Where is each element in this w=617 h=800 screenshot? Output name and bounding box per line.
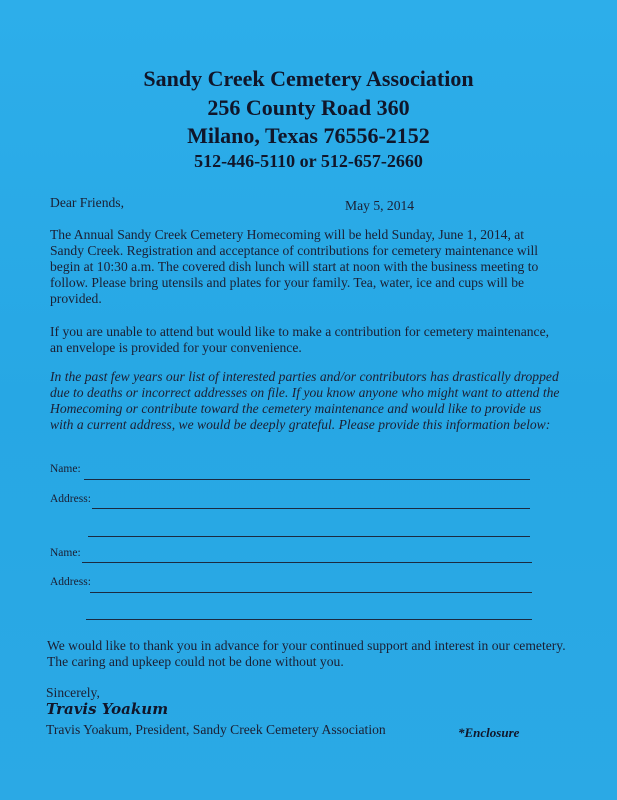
name-label-1: Name:	[50, 463, 81, 475]
greeting: Dear Friends,	[50, 195, 124, 210]
city-state-zip: Milano, Texas 76556-2152	[187, 123, 430, 148]
paragraph-thanks: We would like to thank you in advance for your continued support and interest in our cemetery. The caring and upkeep could not be done without you.	[47, 638, 566, 669]
street-address: 256 County Road 360	[207, 95, 410, 120]
phone-numbers: 512-446-5110 or 512-657-2660	[194, 151, 423, 171]
address-label-1: Address:	[50, 493, 91, 505]
address-line-2b[interactable]	[86, 619, 532, 620]
paragraph-address-request: In the past few years our list of interested parties and/or contributors has drastically dropped due to deaths or incorrect addresses on file. If you know anyone who might want to attend the Homecoming or contribute toward the cemetery maintenance and would like to provide us with a current address, we would be deeply grateful. Please provide this information below:	[50, 369, 560, 432]
org-title: Sandy Creek Cemetery Association	[143, 66, 474, 91]
paragraph-homecoming: The Annual Sandy Creek Cemetery Homecoming will be held Sunday, June 1, 2014, at Sandy Creek. Registration and acceptance of contributions for cemetery maintenance will begin at 10:30 a.m. The covered dish lunch will start at noon with the business meeting to follow. Please bring utensils and plates for your family. Tea, water, ice and cups will be provided.	[50, 227, 539, 306]
address-label-2: Address:	[50, 576, 91, 588]
enclosure-note: *Enclosure	[458, 725, 520, 740]
address-line-1b[interactable]	[88, 536, 530, 537]
address-line-1[interactable]	[92, 508, 530, 509]
handwritten-signature: Travis Yoakum	[46, 700, 169, 718]
name-line-1[interactable]	[84, 479, 530, 480]
letter-date: May 5, 2014	[345, 198, 415, 213]
name-line-2[interactable]	[82, 562, 532, 563]
paragraph-contribution: If you are unable to attend but would like to make a contribution for cemetery maintenance, an envelope is provided for your convenience.	[50, 324, 550, 355]
name-label-2: Name:	[50, 547, 81, 559]
address-line-2[interactable]	[90, 592, 532, 593]
closing-sincerely: Sincerely,	[46, 685, 100, 700]
signer-line: Travis Yoakum, President, Sandy Creek Cemetery Association	[46, 722, 386, 737]
